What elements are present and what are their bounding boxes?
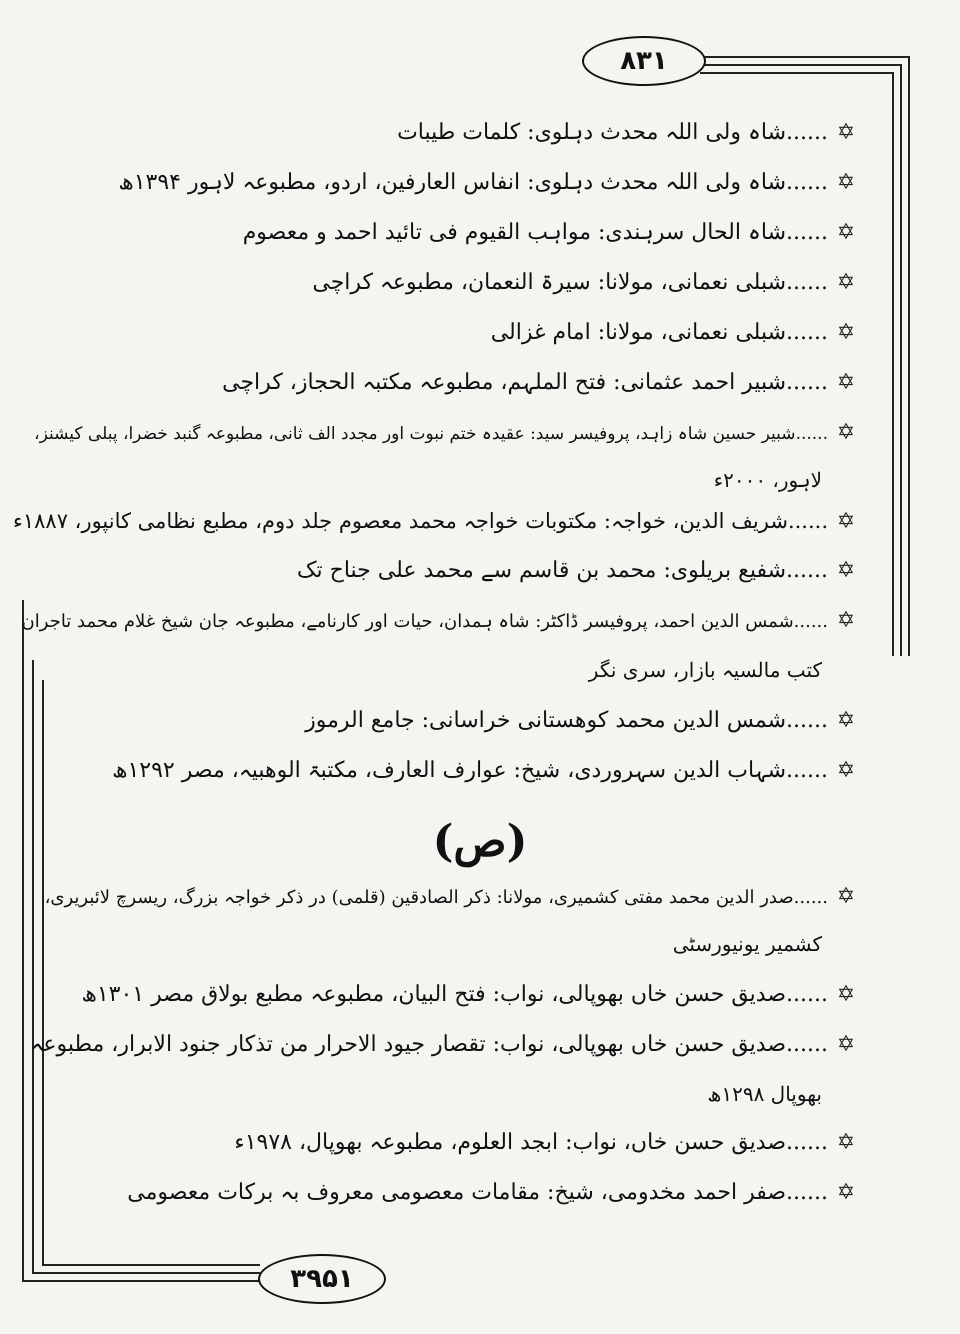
leader-dots: ...... [786,220,828,245]
bibliography-entry [40,218,860,248]
bibliography-entry [21,606,860,637]
bibliography-entry [12,506,860,537]
bibliography-entry [40,980,860,1010]
bibliography-entry [40,1178,860,1208]
star-of-david-icon: ✡ [836,170,856,195]
entry-text: شبیر حسین شاہ زاہد، پروفیسر سید: عقیدہ ختم نبوت اور مجدد الف ثانی، مطبوعہ گنبد خضرا، پبلی کیشنز، [34,424,796,444]
entry-text: شبیر احمد عثمانی: فتح الملہم، مطبوعہ مکتبہ الحجاز، کراچی [222,370,787,395]
entry-continuation: کتب مالسیہ بازار، سری نگر [588,658,822,682]
star-of-david-icon: ✡ [836,270,856,295]
star-of-david-icon: ✡ [836,608,856,633]
leader-dots: ...... [786,982,828,1007]
leader-dots: ...... [787,509,828,533]
star-of-david-icon: ✡ [836,1032,856,1057]
footer-page-number [258,1254,386,1304]
leader-dots: ...... [786,320,828,345]
entry-text: صدیق حسن خاں، نواب: ابجد العلوم، مطبوعہ بھوپال، ۱۹۷۸ء [234,1130,787,1155]
entry-continuation: کشمیر یونیورسٹی [672,932,822,956]
bibliography-entry [40,368,860,398]
leader-dots: ...... [786,1130,828,1155]
star-of-david-icon: ✡ [836,558,856,583]
star-of-david-icon: ✡ [836,758,856,783]
bibliography-entry [34,418,860,449]
frame-top-line-3 [700,72,894,74]
entry-text: شبلی نعمانی، مولانا: سیرۃ النعمان، مطبوعہ کراچی [312,270,787,295]
entry-text: شاہ الحال سرہندی: مواہب القیوم فی تائید احمد و معصوم [242,220,787,245]
entry-text: صدر الدین محمد مفتی کشمیری، مولانا: ذکر الصادقین (قلمی) در ذکر خواجہ بزرگ، ریسرچ لائبریری، [44,887,794,908]
bibliography-entry [40,556,860,586]
leader-dots: ...... [795,424,828,444]
frame-top-line-2 [700,64,902,66]
leader-dots: ...... [793,887,828,908]
star-of-david-icon: ✡ [836,420,856,445]
star-of-david-icon: ✡ [836,884,856,909]
entry-text: صدیق حسن خاں بھوپالی، نواب: تقصار جیود الاحرار من تذکار جنود الابرار، مطبوعہ [30,1032,787,1057]
bibliography-entry [40,882,860,913]
entry-text: شمس الدین محمد کوھستانی خراسانی: جامع الرموز [305,708,787,733]
bibliography-entry [40,168,860,198]
bibliography-entry [40,118,860,148]
header-page-number-text: ۸۳۱ [620,46,668,76]
leader-dots: ...... [786,758,828,783]
bibliography-entry [40,1128,860,1158]
frame-right-line-1 [908,56,910,656]
leader-dots: ...... [786,270,828,295]
entry-text: شبلی نعمانی، مولانا: امام غزالی [490,320,787,345]
frame-left-line-1 [22,600,24,1280]
entry-continuation: بھوپال ۱۲۹۸ھ [707,1082,822,1106]
entry-text: شاہ ولی اللہ محدث دہلوی: انفاس العارفین، اردو، مطبوعہ لاہور ۱۳۹۴ھ [118,170,787,195]
star-of-david-icon: ✡ [836,320,856,345]
star-of-david-icon: ✡ [836,708,856,733]
star-of-david-icon: ✡ [836,1180,856,1205]
frame-bottom-line-1 [22,1280,260,1282]
section-heading: (ص) [432,816,528,867]
frame-bottom-line-3 [42,1264,260,1266]
leader-dots: ...... [786,370,828,395]
leader-dots: ...... [793,611,828,632]
bibliography-entry [40,706,860,736]
leader-dots: ...... [786,1180,828,1205]
bibliography-entry [30,1030,860,1060]
entry-text: شہاب الدین سہروردی، شیخ: عوارف العارف، مکتبۃ الوھبیہ، مصر ۱۲۹۲ھ [112,758,787,783]
star-of-david-icon: ✡ [836,220,856,245]
header-page-number [582,36,706,86]
entry-text: صفر احمد مخدومی، شیخ: مقامات معصومی معروف بہ برکات معصومی [127,1180,787,1205]
bibliography-entry [40,756,860,786]
frame-left-line-2 [32,660,34,1272]
leader-dots: ...... [786,708,828,733]
footer-page-number-text: ۳۹۵۱ [290,1264,354,1294]
leader-dots: ...... [786,170,828,195]
frame-bottom-line-2 [32,1272,260,1274]
star-of-david-icon: ✡ [836,982,856,1007]
entry-text: شاہ ولی اللہ محدث دہلوی: کلمات طیبات [397,120,787,145]
frame-right-line-3 [892,72,894,656]
entry-text: شریف الدین، خواجہ: مکتوبات خواجہ محمد معصوم جلد دوم، مطبع نظامی کانپور، ۱۸۸۷ء [12,509,788,533]
leader-dots: ...... [786,558,828,583]
star-of-david-icon: ✡ [836,370,856,395]
bibliography-entry [40,318,860,348]
frame-top-line-1 [700,56,910,58]
entry-text: صدیق حسن خاں بھوپالی، نواب: فتح البیان، مطبوعہ مطبع بولاق مصر ۱۳۰۱ھ [81,982,787,1007]
leader-dots: ...... [786,120,828,145]
entry-text: شمس الدین احمد، پروفیسر ڈاکٹر: شاہ ہمدان، حیات اور کارنامے، مطبوعہ جان شیخ غلام محمد تاجران [21,611,794,632]
star-of-david-icon: ✡ [836,509,856,534]
frame-right-line-2 [900,64,902,656]
bibliography-entry [40,268,860,298]
leader-dots: ...... [786,1032,828,1057]
entry-continuation: لاہور، ۲۰۰۰ء [713,468,822,492]
star-of-david-icon: ✡ [836,120,856,145]
entry-text: شفیع بریلوی: محمد بن قاسم سے محمد علی جناح تک [296,558,787,583]
star-of-david-icon: ✡ [836,1130,856,1155]
